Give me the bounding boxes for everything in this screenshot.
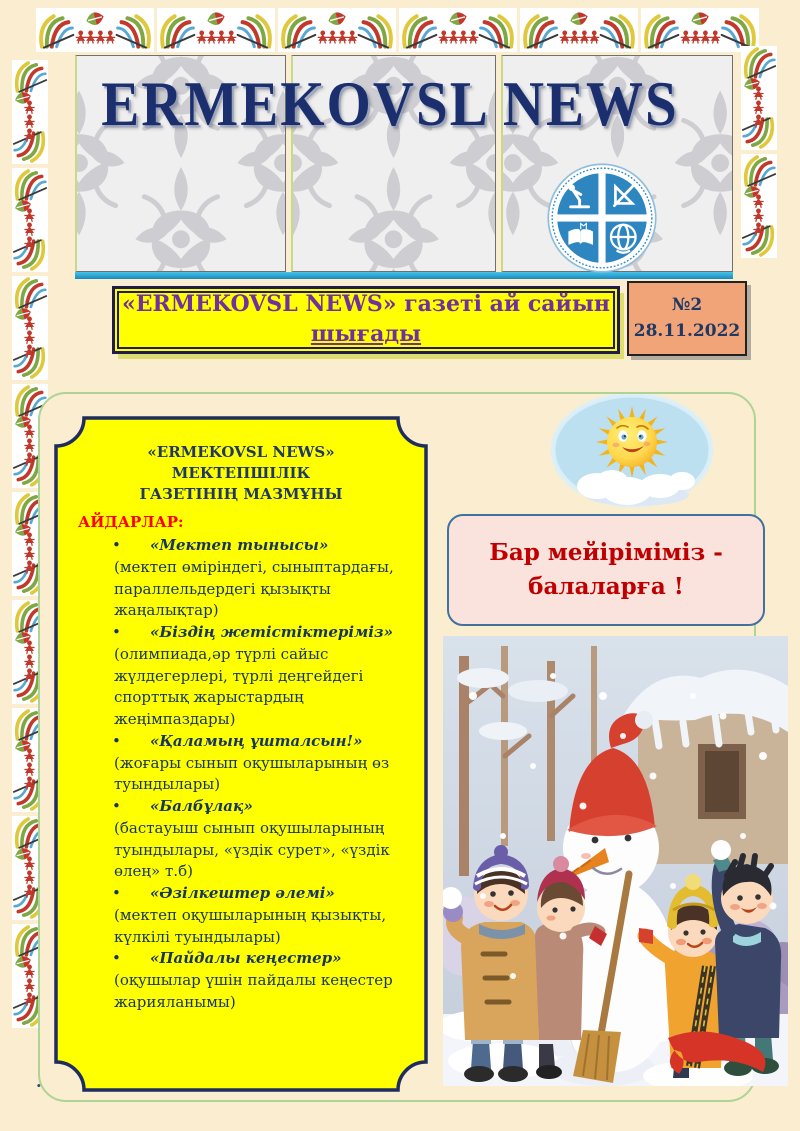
list-item: • «Мектеп тынысы» (мектеп өміріндегі, сыныптардағы, параллельдердегі қызықты жаңалықтар) (112, 535, 404, 622)
kazakh-ornament-tile (520, 8, 638, 52)
stray-period: . (36, 1072, 42, 1091)
kazakh-ornament-tile (12, 276, 48, 380)
list-item: • «Қаламың ұшталсын!» (жоғары сынып оқушыларының өз туындылары) (112, 731, 404, 796)
rubric-title: «Қаламың ұшталсын!» (150, 731, 363, 750)
kazakh-ornament-tile (741, 46, 777, 150)
list-item: • «Балбұлақ» (бастауыш сынып оқушыларының туындылары, «үздік сурет», «үздік өлең» т.б) (112, 796, 404, 883)
rubric-description: (жоғары сынып оқушыларының өз туындылары) (114, 753, 390, 794)
contents-title: «ERMEKOVSL NEWS» МЕКТЕПШІЛІК ГАЗЕТІНІҢ МАЗМҰНЫ (139, 443, 343, 503)
rubric-title: «Біздің жетістіктеріміз» (150, 623, 393, 641)
rubric-description: (мектеп оқушыларының қызықты, күлкілі туындылары) (114, 905, 387, 946)
rubric-title: «Пайдалы кеңестер» (150, 949, 342, 968)
smiling-sun-illustration (550, 394, 714, 510)
kazakh-ornament-tile (12, 60, 48, 164)
rubric-title: «Әзілкештер әлемі» (150, 884, 335, 902)
rubric-title: «Мектеп тынысы» (150, 536, 329, 554)
kazakh-ornament-tile (741, 154, 777, 258)
list-item: • «Біздің жетістіктеріміз» (олимпиада,әр түрлі сайыс жүлдегерлері, түрлі деңгейдегі спорттық жарыстардың жеңімпаздары) (112, 622, 404, 731)
list-item: • «Пайдалы кеңестер» (оқушылар үшін пайдалы кеңестер жарияланымы) (112, 948, 404, 1013)
list-item: • «Әзілкештер әлемі» (мектеп оқушыларының қызықты, күлкілі туындылары) (112, 883, 404, 948)
right-ornament-border (741, 46, 777, 258)
banner-line2: шығады (310, 321, 422, 347)
top-ornament-border (36, 8, 762, 52)
slogan-box (447, 514, 765, 626)
issue-number: №2 (671, 295, 703, 315)
slogan-line2: балаларға ! (528, 573, 684, 600)
children-snowman-illustration (443, 636, 788, 1086)
contents-box (54, 416, 428, 1092)
newsletter-title: ERMEKOVSL NEWS (101, 69, 679, 140)
issue-date: 28.11.2022 (633, 320, 741, 341)
rubric-title: «Балбұлақ» (150, 797, 253, 815)
rubric-description: (олимпиада,әр түрлі сайыс жүлдегерлері, түрлі деңгейдегі спорттық жарыстардың жеңімпаздары) (114, 644, 364, 728)
kazakh-ornament-tile (157, 8, 275, 52)
rubric-description: (оқушылар үшін пайдалы кеңестер жарияланымы) (114, 971, 393, 1011)
kazakh-ornament-tile (399, 8, 517, 52)
banner-line1: «ERMEKOVSL NEWS» газеті ай сайын (122, 291, 610, 318)
slogan-line1: Бар мейіріміміз - (489, 538, 723, 566)
kazakh-ornament-tile (12, 168, 48, 272)
rubrics-label: АЙДАРЛАР: (78, 513, 184, 531)
rubric-description: (бастауыш сынып оқушыларының туындылары, «үздік сурет», «үздік өлең» т.б) (114, 818, 390, 881)
masthead-banner (112, 286, 620, 354)
kazakh-ornament-tile (36, 8, 154, 52)
school-emblem-logo (546, 162, 658, 274)
kazakh-ornament-tile (278, 8, 396, 52)
rubric-description: (мектеп өміріндегі, сыныптардағы, параллельдердегі қызықты жаңалықтар) (114, 557, 394, 620)
issue-box (627, 281, 747, 356)
